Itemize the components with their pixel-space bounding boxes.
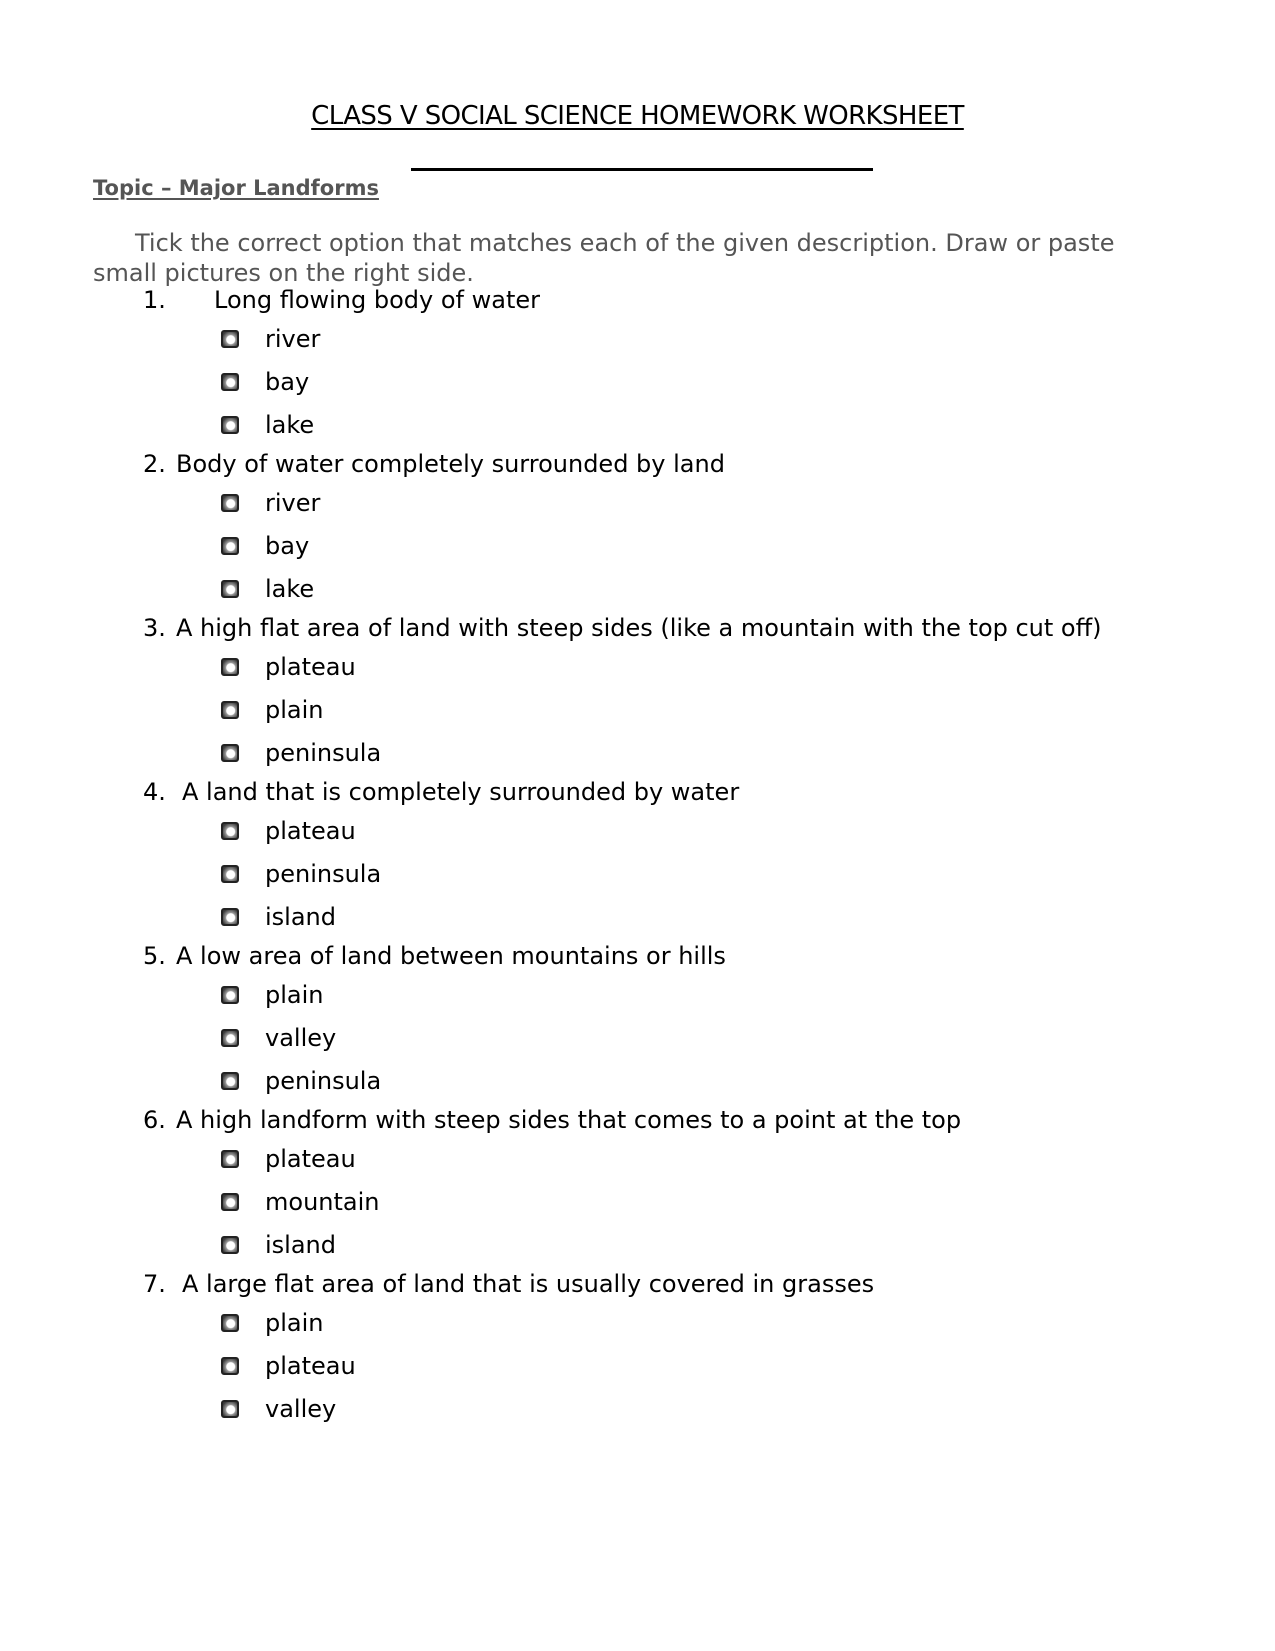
question-text: A high landform with steep sides that comes to a point at the top <box>176 1106 962 1134</box>
option-label: island <box>265 1231 336 1259</box>
worksheet-title: CLASS V SOCIAL SCIENCE HOMEWORK WORKSHEET <box>311 101 964 131</box>
option-label: bay <box>265 368 310 396</box>
option-label: river <box>265 489 321 517</box>
option-label: bay <box>265 532 310 560</box>
option-label: plain <box>265 1309 324 1337</box>
option-checkbox[interactable] <box>221 1150 239 1168</box>
question-text: Long flowing body of water <box>214 286 541 314</box>
option-label: lake <box>265 411 315 439</box>
option-checkbox[interactable] <box>221 1029 239 1047</box>
option-label: plateau <box>265 1145 356 1173</box>
option-checkbox[interactable] <box>221 822 239 840</box>
option-checkbox[interactable] <box>221 416 239 434</box>
instruction-text: Tick the correct option that matches each of the given description. Draw or paste small pictures on the right side. <box>93 229 1115 287</box>
question-number: 1. <box>143 286 166 314</box>
question-number: 7. <box>143 1270 166 1298</box>
question-number: 6. <box>143 1106 166 1134</box>
option-checkbox[interactable] <box>221 330 239 348</box>
question-text: A high flat area of land with steep sides (like a mountain with the top cut off) <box>176 614 1102 642</box>
question-text: Body of water completely surrounded by land <box>176 450 725 478</box>
option-label: peninsula <box>265 860 382 888</box>
option-checkbox[interactable] <box>221 1236 239 1254</box>
option-label: island <box>265 903 336 931</box>
option-label: plain <box>265 696 324 724</box>
option-checkbox[interactable] <box>221 658 239 676</box>
option-label: plateau <box>265 1352 356 1380</box>
option-checkbox[interactable] <box>221 986 239 1004</box>
option-checkbox[interactable] <box>221 1357 239 1375</box>
option-checkbox[interactable] <box>221 744 239 762</box>
question-number: 5. <box>143 942 166 970</box>
option-label: mountain <box>265 1188 380 1216</box>
option-label: lake <box>265 575 315 603</box>
question-number: 3. <box>143 614 166 642</box>
option-checkbox[interactable] <box>221 908 239 926</box>
option-label: river <box>265 325 321 353</box>
option-label: peninsula <box>265 739 382 767</box>
question-number: 2. <box>143 450 166 478</box>
title-underline-rule <box>411 168 873 171</box>
option-checkbox[interactable] <box>221 1314 239 1332</box>
topic-heading: Topic – Major Landforms <box>93 176 379 200</box>
option-label: valley <box>265 1024 337 1052</box>
option-checkbox[interactable] <box>221 373 239 391</box>
question-text: A land that is completely surrounded by water <box>182 778 740 806</box>
option-label: plateau <box>265 817 356 845</box>
option-checkbox[interactable] <box>221 1193 239 1211</box>
option-checkbox[interactable] <box>221 537 239 555</box>
option-checkbox[interactable] <box>221 1400 239 1418</box>
question-number: 4. <box>143 778 166 806</box>
option-label: valley <box>265 1395 337 1423</box>
option-checkbox[interactable] <box>221 701 239 719</box>
option-checkbox[interactable] <box>221 865 239 883</box>
option-checkbox[interactable] <box>221 494 239 512</box>
option-label: peninsula <box>265 1067 382 1095</box>
option-checkbox[interactable] <box>221 1072 239 1090</box>
option-label: plain <box>265 981 324 1009</box>
question-text: A large flat area of land that is usually covered in grasses <box>182 1270 875 1298</box>
option-checkbox[interactable] <box>221 580 239 598</box>
question-text: A low area of land between mountains or hills <box>176 942 726 970</box>
option-label: plateau <box>265 653 356 681</box>
